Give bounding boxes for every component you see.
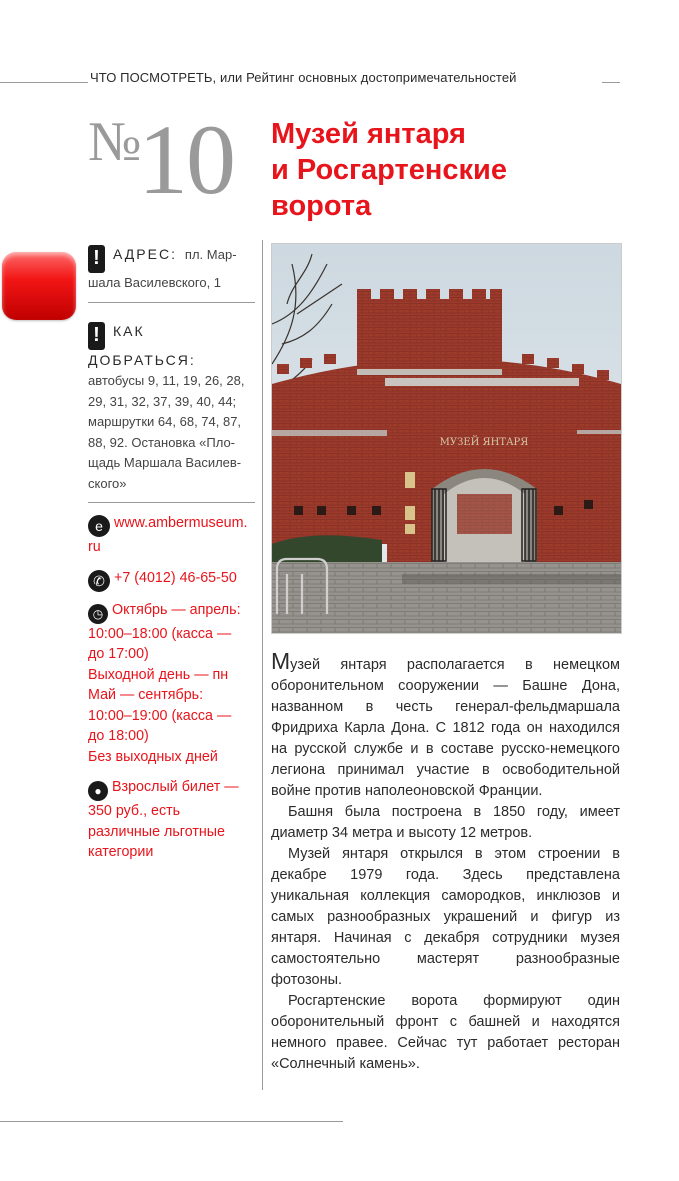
web-icon: e xyxy=(88,515,110,537)
price-line: различные льготные xyxy=(88,823,226,840)
museum-photo xyxy=(271,243,622,634)
directions-line: щадь Маршала Василев- xyxy=(88,455,242,470)
title-line: ворота xyxy=(271,190,372,222)
hours-line: Без выходных дней xyxy=(88,748,218,765)
clock-icon: ◷ xyxy=(88,604,108,624)
phone-number[interactable]: +7 (4012) 46-65-50 xyxy=(114,569,237,586)
page-title xyxy=(271,116,601,224)
address-value: шала Василевского, 1 xyxy=(88,275,222,290)
museum-sign: МУЗЕЙ ЯНТАРЯ xyxy=(439,437,529,448)
address-label: АДРЕС: xyxy=(113,246,177,262)
title-line: Музей янтаря xyxy=(271,118,466,150)
directions-line: 29, 31, 32, 37, 39, 40, 44; xyxy=(88,393,237,409)
hours-line: Выходной день — пн xyxy=(88,666,229,683)
footer-rule xyxy=(0,1121,343,1122)
directions-block xyxy=(88,303,255,503)
hours-line: Октябрь — апрель: xyxy=(112,601,241,618)
ticket-icon: ● xyxy=(88,781,108,801)
directions-line: маршрутки 64, 68, 74, 87, xyxy=(88,414,242,429)
website-block xyxy=(88,503,255,558)
article-paragraph: Росгартенские ворота формируют один оборонительный фронт с башней и находятся немного правее. Сейчас тут работает ресторан «Солнечный камень». xyxy=(271,993,620,1072)
hours-line: до 17:00) xyxy=(88,646,149,662)
article-paragraph: Музей янтаря открылся в этом строении в декабре 1979 года. Здесь представлена уникальная коллекция самородков, инклюзов и самых разнообразных украшений и фигур из янтаря. Начиная с декабря сотрудники музея самостоятельно мастерят разнообразные фотозоны. xyxy=(271,846,620,988)
hours-line: 10:00–19:00 (касса — xyxy=(88,707,232,724)
address-block xyxy=(88,244,255,302)
hours-line: до 18:00) xyxy=(88,728,149,744)
title-line: и Росгартенские xyxy=(271,154,507,186)
phone-block xyxy=(88,558,255,592)
article-paragraph xyxy=(271,648,620,802)
website-link[interactable]: ru xyxy=(88,539,101,555)
price-block xyxy=(88,767,255,863)
header-rule-left xyxy=(0,82,90,83)
entry-number-sign: № xyxy=(88,111,142,173)
phone-icon: ✆ xyxy=(88,570,110,592)
website-link[interactable]: www.ambermuseum. xyxy=(114,515,248,531)
article-paragraph: Башня была построена в 1850 году, имеет диаметр 34 метра и высоту 12 метров. xyxy=(271,804,620,841)
directions-line: автобусы 9, 11, 19, 26, 28, xyxy=(88,373,245,388)
red-section-tab xyxy=(2,252,76,320)
paragraph-text: узей янтаря располагается в немецком оборонительном сооружении — Башне Дона, названном в честь генерал-фельдмаршала Фридриха Карла Дона. С 1812 года он находился на русской службе и в составе русско-немецкого легиона принимал участие в освободительной войне против наполеоновской Франции. xyxy=(271,657,620,799)
price-line: Взрослый билет — xyxy=(112,779,239,795)
exclamation-icon: ! xyxy=(88,245,105,273)
address-value: пл. Мар- xyxy=(184,247,237,262)
hours-line: 10:00–18:00 (касса — xyxy=(88,625,232,642)
column-divider xyxy=(262,240,263,1090)
directions-line: ского» xyxy=(88,475,127,491)
directions-label: КАК ДОБРАТЬСЯ: xyxy=(88,322,196,368)
info-sidebar xyxy=(88,244,255,863)
article-body xyxy=(271,648,620,1075)
exclamation-icon: ! xyxy=(88,322,105,350)
hours-block xyxy=(88,592,255,768)
price-line: 350 руб., есть xyxy=(88,803,181,819)
hours-line: Май — сентябрь: xyxy=(88,687,204,703)
directions-line: 88, 92. Остановка «Пло- xyxy=(88,434,236,450)
price-line: категории xyxy=(88,844,154,860)
running-header: ЧТО ПОСМОТРЕТЬ, или Рейтинг основных достопримечательностей xyxy=(88,70,602,85)
entry-number: 10 xyxy=(138,104,234,215)
drop-cap: М xyxy=(271,648,291,674)
